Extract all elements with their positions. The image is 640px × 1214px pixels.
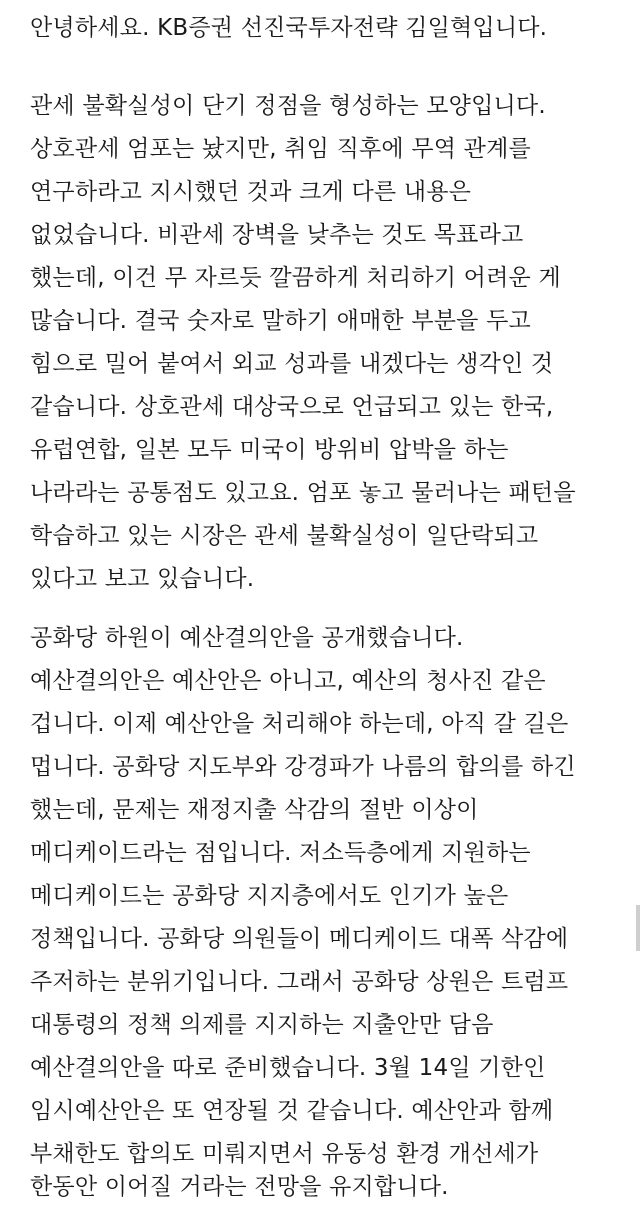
scroll-edge-indicator	[636, 905, 640, 951]
paragraph-2-line-7: 메디케이드는 공화당 지지층에서도 인기가 높은	[30, 883, 509, 909]
paragraph-1-line-8: 같습니다. 상호관세 대상국으로 언급되고 있는 한국,	[30, 394, 554, 420]
paragraph-1-line-3: 연구하라고 지시했던 것과 크게 다른 내용은	[30, 179, 472, 205]
paragraph-1-line-7: 힘으로 밀어 붙여서 외교 성과를 내겠다는 생각인 것	[30, 351, 554, 377]
paragraph-2-line-4: 멉니다. 공화당 지도부와 강경파가 나름의 합의를 하긴	[30, 754, 576, 780]
paragraph-1-line-5: 했는데, 이건 무 자르듯 깔끔하게 처리하기 어려운 게	[30, 265, 561, 291]
paragraph-1-line-4: 없었습니다. 비관세 장벽을 낮추는 것도 목표라고	[30, 222, 524, 248]
paragraph-2-line-8: 정책입니다. 공화당 의원들이 메디케이드 대폭 삭감에	[30, 926, 569, 952]
paragraph-1-line-1: 관세 불확실성이 단기 정점을 형성하는 모양입니다.	[30, 93, 546, 119]
paragraph-2-line-9: 주저하는 분위기입니다. 그래서 공화당 상원은 트럼프	[30, 969, 569, 995]
intro-line-1: 안녕하세요. KB증권 선진국투자전략 김일혁입니다.	[30, 15, 548, 41]
paragraph-1-line-11: 학습하고 있는 시장은 관세 불확실성이 일단락되고	[30, 523, 539, 549]
paragraph-2-line-11: 예산결의안을 따로 준비했습니다. 3월 14일 기한인	[30, 1055, 546, 1081]
paragraph-1-line-12: 있다고 보고 있습니다.	[30, 566, 255, 592]
paragraph-1-line-9: 유럽연합, 일본 모두 미국이 방위비 압박을 하는	[30, 437, 509, 463]
paragraph-2-line-13: 부채한도 합의도 미뤄지면서 유동성 환경 개선세가	[30, 1141, 539, 1167]
paragraph-1-line-2: 상호관세 엄포는 놨지만, 취임 직후에 무역 관계를	[30, 136, 531, 162]
paragraph-2-line-10: 대통령의 정책 의제를 지지하는 지출안만 담음	[30, 1012, 494, 1038]
paragraph-2-line-5: 했는데, 문제는 재정지출 삭감의 절반 이상이	[30, 797, 479, 823]
paragraph-2-line-1: 공화당 하원이 예산결의안을 공개했습니다.	[30, 625, 464, 651]
paragraph-1-line-10: 나라라는 공통점도 있고요. 엄포 놓고 물러나는 패턴을	[30, 480, 576, 506]
paragraph-1-line-6: 많습니다. 결국 숫자로 말하기 애매한 부분을 두고	[30, 308, 531, 334]
paragraph-2-line-3: 겁니다. 이제 예산안을 처리해야 하는데, 아직 갈 길은	[30, 711, 569, 737]
paragraph-2-line-6: 메디케이드라는 점입니다. 저소득층에게 지원하는	[30, 840, 531, 866]
paragraph-2-line-2: 예산결의안은 예산안은 아니고, 예산의 청사진 같은	[30, 668, 546, 694]
paragraph-2-line-12: 임시예산안은 또 연장될 것 같습니다. 예산안과 함께	[30, 1098, 554, 1124]
paragraph-2-line-14: 한동안 이어질 거라는 전망을 유지합니다.	[30, 1174, 449, 1200]
